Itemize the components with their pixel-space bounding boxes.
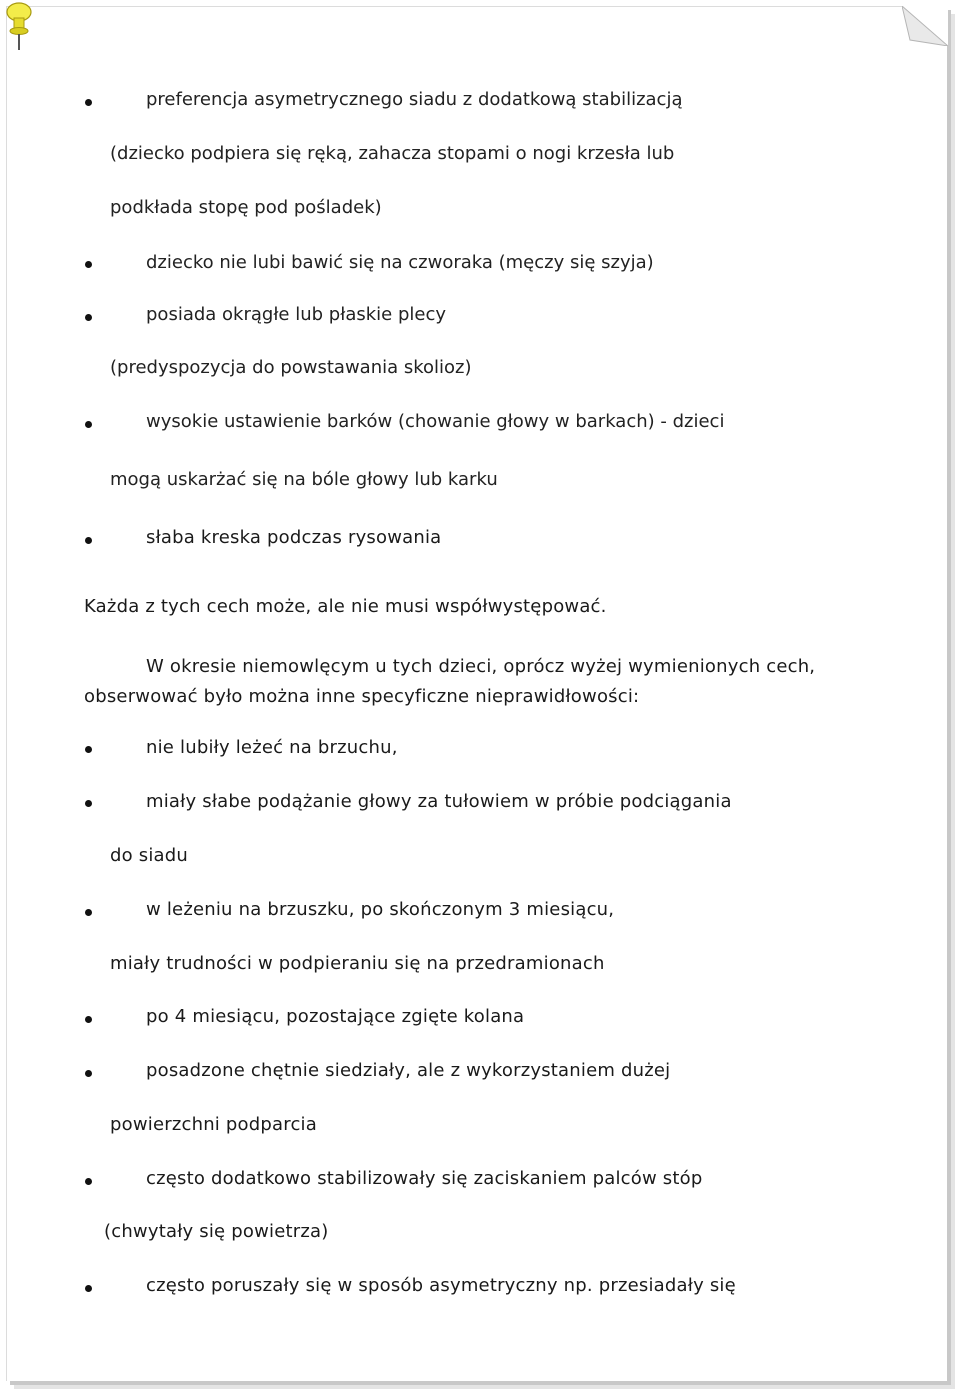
continuation-line: miały trudności w podpieraniu się na przedramionach	[110, 953, 605, 974]
continuation-line: podkłada stopę pod pośladek)	[110, 197, 382, 218]
list-item: preferencja asymetrycznego siadu z dodatkową stabilizacją	[146, 89, 683, 110]
list-item: posiada okrągłe lub płaskie plecy	[146, 304, 447, 325]
list-item: miały słabe podążanie głowy za tułowiem w próbie podciągania	[146, 791, 732, 812]
bullet-icon	[85, 537, 92, 544]
list-item: wysokie ustawienie barków (chowanie głowy w barkach) - dzieci	[146, 411, 725, 432]
bullet-icon	[85, 1070, 92, 1077]
page-curl-icon	[902, 6, 948, 46]
list-item: po 4 miesiącu, pozostające zgięte kolana	[146, 1006, 525, 1027]
bullet-icon	[85, 909, 92, 916]
paragraph-line: Każda z tych cech może, ale nie musi współwystępować.	[84, 596, 607, 617]
continuation-line: (dziecko podpiera się ręką, zahacza stopami o nogi krzesła lub	[110, 143, 675, 164]
bullet-icon	[85, 261, 92, 268]
bullet-icon	[85, 314, 92, 321]
bullet-icon	[85, 421, 92, 428]
pushpin-icon	[2, 0, 36, 52]
bullet-icon	[85, 746, 92, 753]
list-item: często dodatkowo stabilizowały się zaciskaniem palców stóp	[146, 1168, 703, 1189]
list-item: słaba kreska podczas rysowania	[146, 527, 442, 548]
bullet-icon	[85, 1178, 92, 1185]
list-item: w leżeniu na brzuszku, po skończonym 3 miesiącu,	[146, 899, 615, 920]
bullet-icon	[85, 1016, 92, 1023]
bullet-icon	[85, 99, 92, 106]
continuation-line: do siadu	[110, 845, 189, 866]
continuation-line: (chwytały się powietrza)	[104, 1221, 329, 1242]
list-item: często poruszały się w sposób asymetryczny np. przesiadały się	[146, 1275, 736, 1296]
bullet-icon	[85, 800, 92, 807]
continuation-line: mogą uskarżać się na bóle głowy lub karku	[110, 469, 498, 490]
continuation-line: powierzchni podparcia	[110, 1114, 317, 1135]
list-item: dziecko nie lubi bawić się na czworaka (męczy się szyja)	[146, 252, 654, 273]
paragraph-line: obserwować było można inne specyficzne nieprawidłowości:	[84, 686, 640, 707]
continuation-line: (predyspozycja do powstawania skolioz)	[110, 357, 472, 378]
paragraph-line: W okresie niemowlęcym u tych dzieci, oprócz wyżej wymienionych cech,	[146, 656, 816, 677]
list-item: nie lubiły leżeć na brzuchu,	[146, 737, 398, 758]
bullet-icon	[85, 1285, 92, 1292]
list-item: posadzone chętnie siedziały, ale z wykorzystaniem dużej	[146, 1060, 671, 1081]
